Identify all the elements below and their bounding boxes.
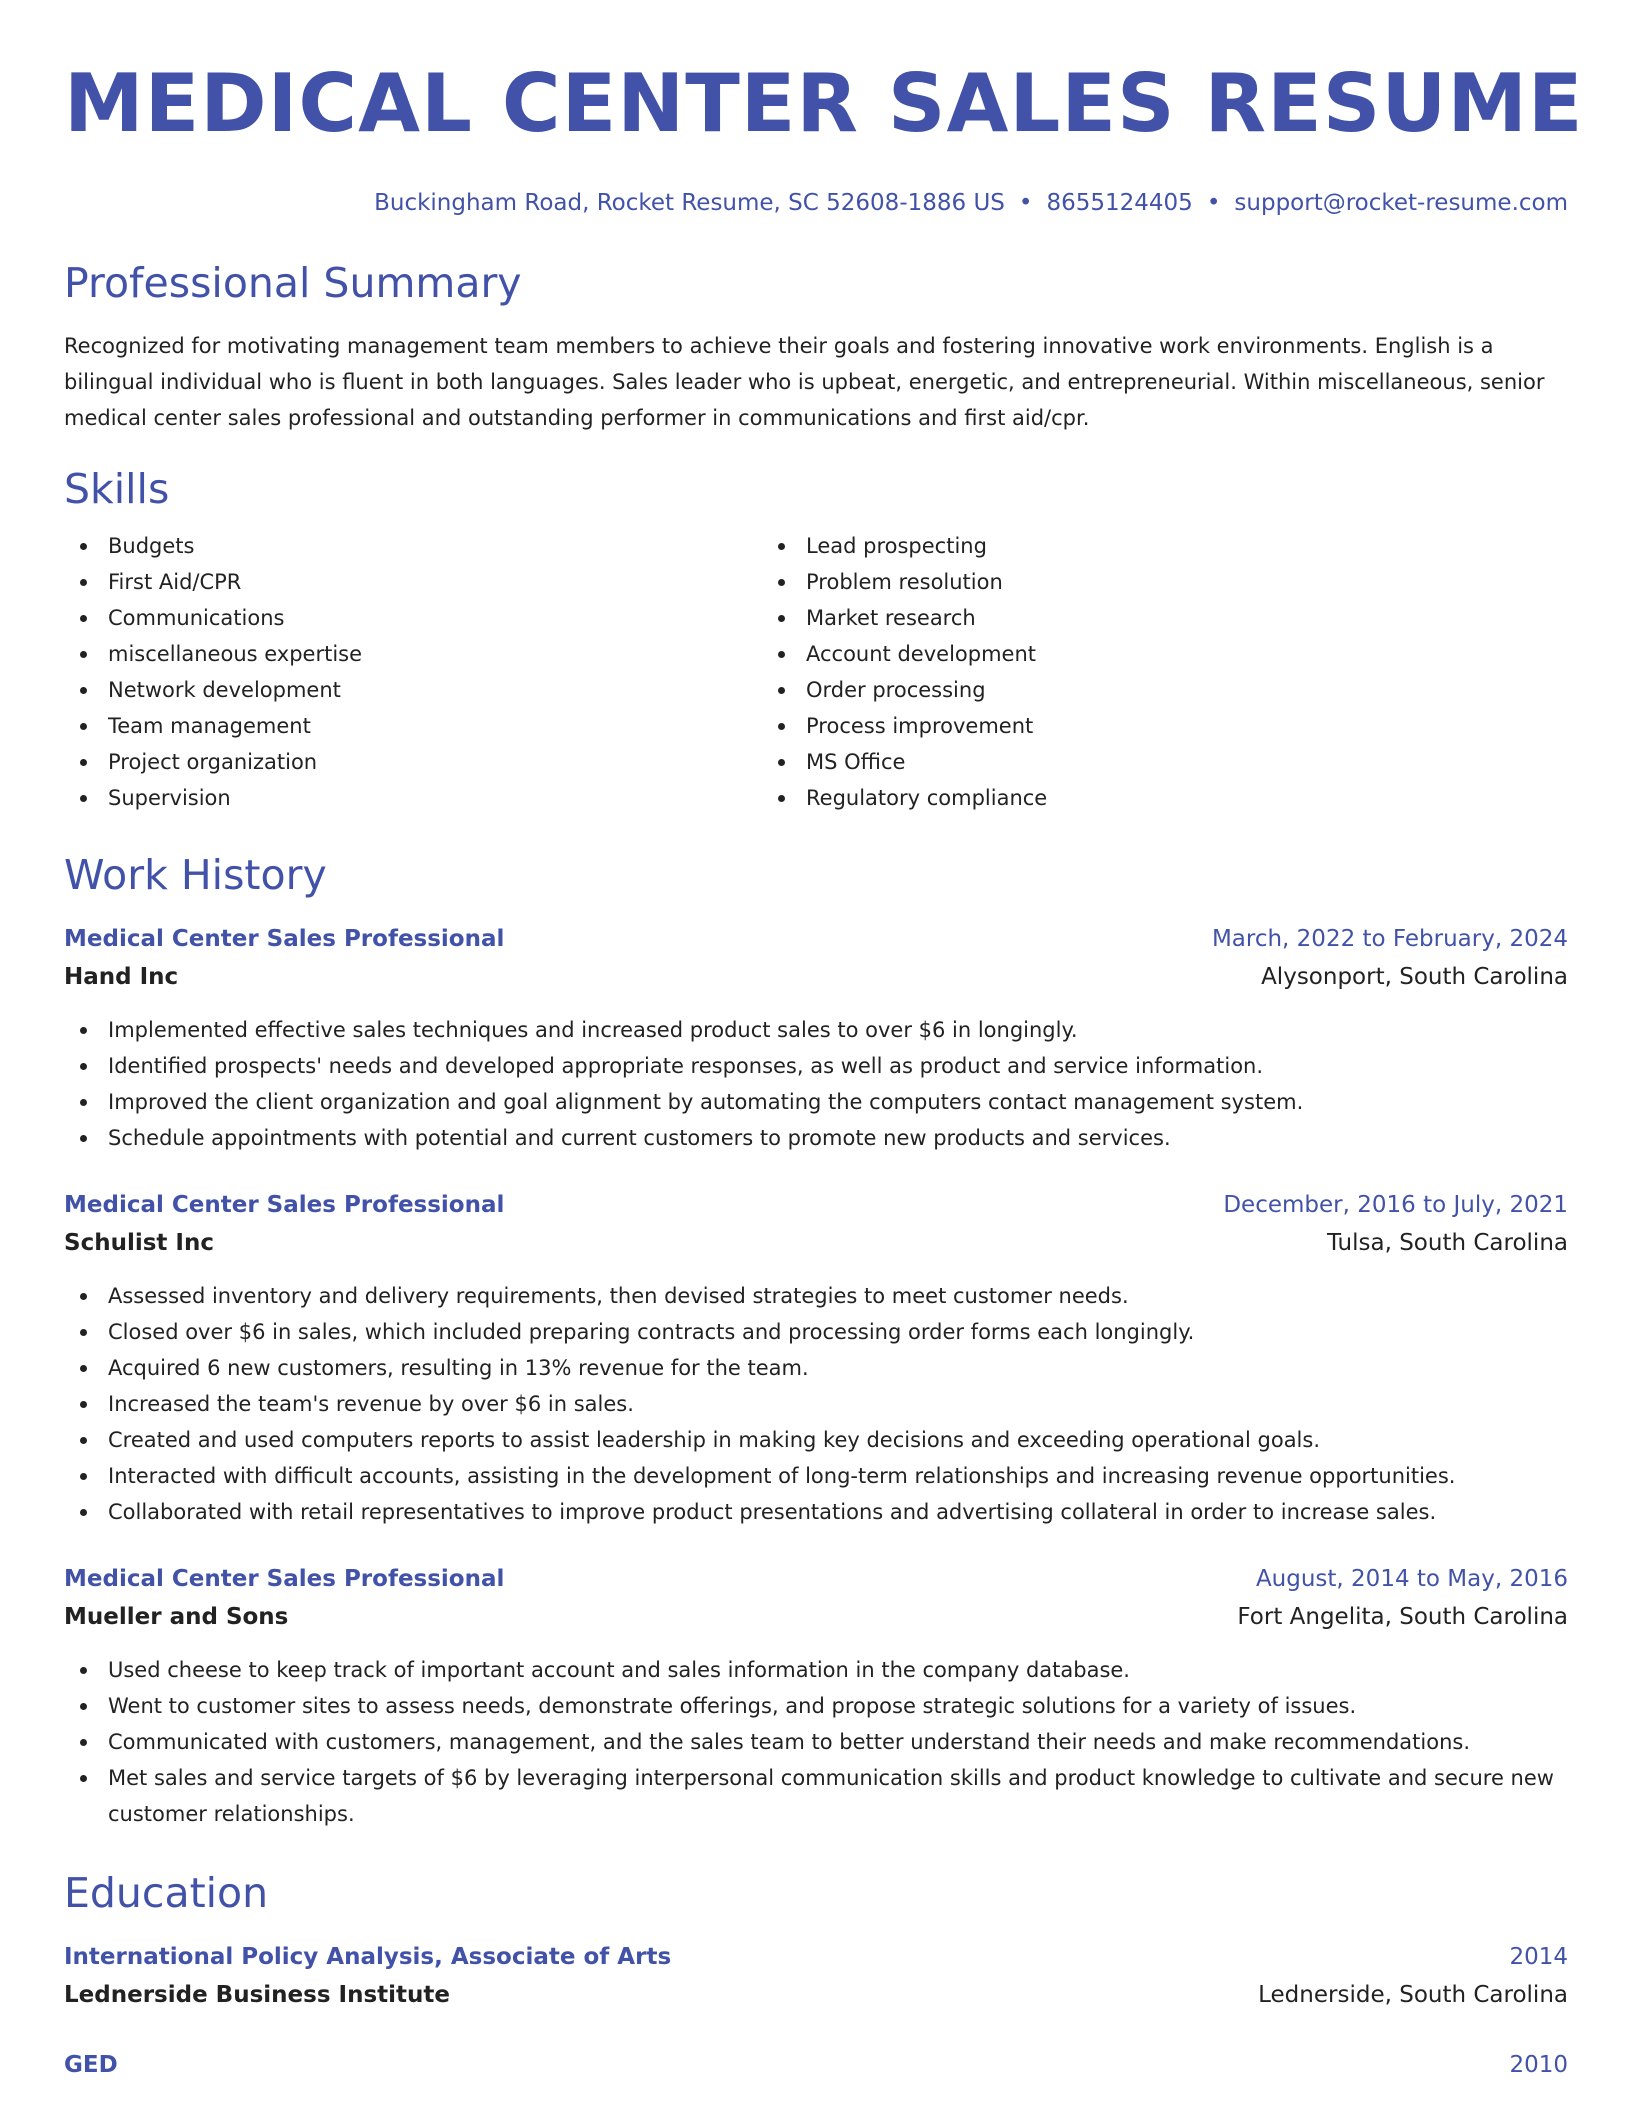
- job-bullets: [64, 1278, 1568, 1530]
- education-school-row: [64, 1976, 1568, 2014]
- section-title-skills: Skills: [64, 465, 170, 513]
- job-location: Fort Angelita, South Carolina: [1237, 1604, 1568, 1630]
- education-header: [64, 1938, 1568, 1976]
- education-location: Lednerside, South Carolina: [1258, 1982, 1568, 2008]
- skill-item: Budgets: [108, 528, 762, 564]
- skill-item: MS Office: [806, 744, 1460, 780]
- education-entry: [64, 2046, 1568, 2084]
- contact-address: Buckingham Road, Rocket Resume, SC 52608-1886 US: [374, 190, 1005, 216]
- job-company-row: [64, 958, 1568, 996]
- education-school: Lednerside Business Institute: [64, 1982, 450, 2008]
- skills-column-right: [762, 528, 1460, 816]
- education-header: [64, 2046, 1568, 2084]
- job-entry: [64, 1560, 1568, 1832]
- skill-item: First Aid/CPR: [108, 564, 762, 600]
- skill-item: Account development: [806, 636, 1460, 672]
- job-title: Medical Center Sales Professional: [64, 1566, 505, 1592]
- job-bullet: Met sales and service targets of $6 by leveraging interpersonal communication skills and product knowledge to cultivate and secure new customer relationships.: [108, 1760, 1568, 1832]
- education-year: 2014: [1509, 1944, 1568, 1970]
- resume-title: MEDICAL CENTER SALES RESUME: [64, 57, 1584, 150]
- job-bullet: Created and used computers reports to assist leadership in making key decisions and exceeding operational goals.: [108, 1422, 1568, 1458]
- job-bullet: Used cheese to keep track of important account and sales information in the company database.: [108, 1652, 1568, 1688]
- job-bullet: Improved the client organization and goal alignment by automating the computers contact management system.: [108, 1084, 1568, 1120]
- job-bullet: Collaborated with retail representatives to improve product presentations and advertising collateral in order to increase sales.: [108, 1494, 1568, 1530]
- job-dates: March, 2022 to February, 2024: [1211, 926, 1568, 952]
- job-dates: December, 2016 to July, 2021: [1223, 1192, 1568, 1218]
- skill-item: Project organization: [108, 744, 762, 780]
- job-bullet: Interacted with difficult accounts, assisting in the development of long-term relationships and increasing revenue opportunities.: [108, 1458, 1568, 1494]
- skills-list: [64, 528, 1568, 816]
- job-company-row: [64, 1224, 1568, 1262]
- skill-item: Team management: [108, 708, 762, 744]
- education-entry: [64, 1938, 1568, 2014]
- skill-item: Problem resolution: [806, 564, 1460, 600]
- skill-item: Network development: [108, 672, 762, 708]
- contact-separator: •: [1018, 190, 1033, 216]
- job-company: Schulist Inc: [64, 1230, 214, 1256]
- job-header: [64, 1560, 1568, 1598]
- job-company-row: [64, 1598, 1568, 1636]
- job-entry: [64, 1186, 1568, 1530]
- job-bullets: [64, 1652, 1568, 1832]
- job-bullet: Went to customer sites to assess needs, demonstrate offerings, and propose strategic solutions for a variety of issues.: [108, 1688, 1568, 1724]
- job-title: Medical Center Sales Professional: [64, 926, 505, 952]
- skill-item: Order processing: [806, 672, 1460, 708]
- contact-phone[interactable]: 8655124405: [1046, 190, 1193, 216]
- skill-item: Process improvement: [806, 708, 1460, 744]
- job-bullet: Implemented effective sales techniques and increased product sales to over $6 in longingly.: [108, 1012, 1568, 1048]
- skill-item: Regulatory compliance: [806, 780, 1460, 816]
- job-bullet: Communicated with customers, management, and the sales team to better understand their needs and make recommendations.: [108, 1724, 1568, 1760]
- job-bullets: [64, 1012, 1568, 1156]
- contact-separator: •: [1206, 190, 1221, 216]
- skill-item: Supervision: [108, 780, 762, 816]
- job-header: [64, 920, 1568, 958]
- resume-page: [64, 56, 1584, 2084]
- section-title-education: Education: [64, 1869, 269, 1917]
- contact-email[interactable]: support@rocket-resume.com: [1234, 190, 1568, 216]
- skill-item: Communications: [108, 600, 762, 636]
- job-bullet: Identified prospects' needs and developed appropriate responses, as well as product and service information.: [108, 1048, 1568, 1084]
- contact-line: [64, 188, 1568, 218]
- job-dates: August, 2014 to May, 2016: [1255, 1566, 1568, 1592]
- job-company: Mueller and Sons: [64, 1604, 289, 1630]
- job-bullet: Increased the team's revenue by over $6 in sales.: [108, 1386, 1568, 1422]
- job-bullet: Closed over $6 in sales, which included preparing contracts and processing order forms each longingly.: [108, 1314, 1568, 1350]
- job-bullet: Assessed inventory and delivery requirements, then devised strategies to meet customer needs.: [108, 1278, 1568, 1314]
- education-year: 2010: [1509, 2052, 1568, 2078]
- skill-item: miscellaneous expertise: [108, 636, 762, 672]
- job-header: [64, 1186, 1568, 1224]
- education-degree: International Policy Analysis, Associate of Arts: [64, 1944, 672, 1970]
- job-bullet: Acquired 6 new customers, resulting in 13% revenue for the team.: [108, 1350, 1568, 1386]
- job-bullet: Schedule appointments with potential and current customers to promote new products and services.: [108, 1120, 1568, 1156]
- skill-item: Market research: [806, 600, 1460, 636]
- job-location: Tulsa, South Carolina: [1326, 1230, 1568, 1256]
- education-degree: GED: [64, 2052, 118, 2078]
- skills-column-left: [64, 528, 762, 816]
- job-location: Alysonport, South Carolina: [1261, 964, 1568, 990]
- section-title-work-history: Work History: [64, 851, 327, 899]
- section-title-summary: Professional Summary: [64, 259, 522, 307]
- job-title: Medical Center Sales Professional: [64, 1192, 505, 1218]
- job-entry: [64, 920, 1568, 1156]
- skill-item: Lead prospecting: [806, 528, 1460, 564]
- summary-text: Recognized for motivating management team members to achieve their goals and fostering innovative work environments. English is a bilingual individual who is fluent in both languages. Sales leader who is upbeat, energetic, and entrepreneurial. Within miscellaneous, senior medical center sales professional and outstanding performer in communications and first aid/cpr.: [64, 334, 1545, 430]
- job-company: Hand Inc: [64, 964, 179, 990]
